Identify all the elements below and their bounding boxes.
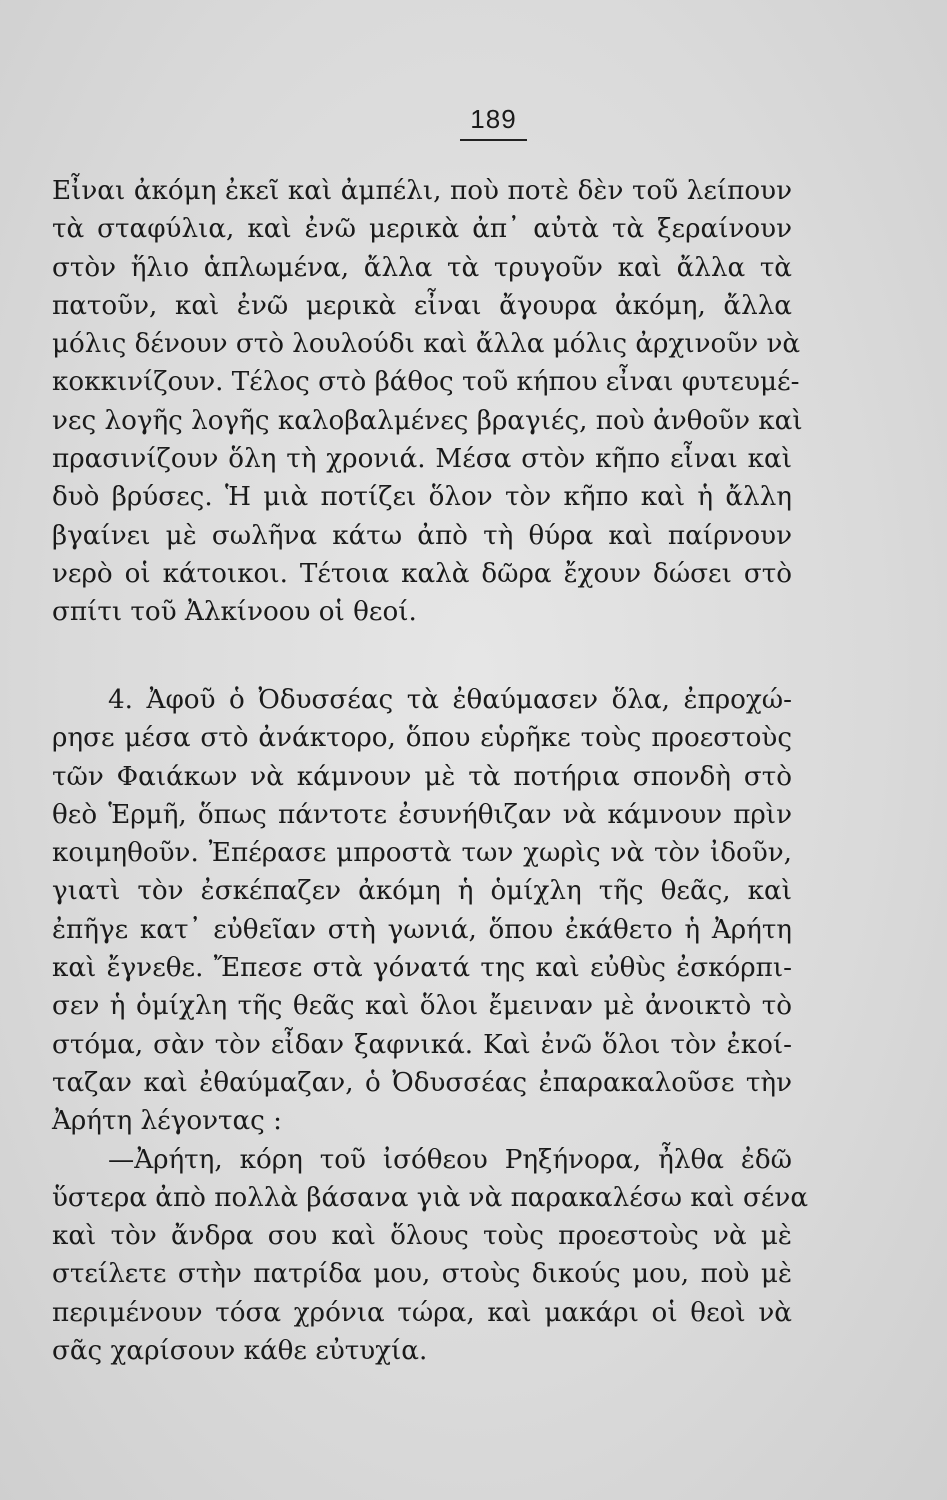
text-line: ταζαν καὶ ἐθαύμαζαν, ὁ Ὀδυσσέας ἐπαρακαλοῦσε τὴν [52,1067,792,1098]
text-line: καὶ τὸν ἄνδρα σου καὶ ὅλους τοὺς προεστοὺς νὰ μὲ [52,1221,792,1252]
text-line: μόλις δένουν στὸ λουλούδι καὶ ἄλλα μόλις ἀρχινοῦν νὰ [52,329,801,360]
text-line: γιατὶ τὸν ἐσκέπαζεν ἀκόμη ἡ ὁμίχλη τῆς θεᾶς, καὶ [52,876,792,907]
text-line: ἐπῆγε κατ᾽ εὐθεῖαν στὴ γωνιά, ὅπου ἐκάθετο ἡ Ἀρήτη [52,914,792,945]
text-line: Ἀρήτη λέγοντας : [52,1106,282,1137]
text-line: στείλετε στὴν πατρίδα μου, στοὺς δικούς μου, ποὺ μὲ [52,1259,792,1290]
text-line: ρησε μέσα στὸ ἀνάκτορο, ὅπου εὑρῆκε τοὺς προεστοὺς [52,723,792,754]
text-line: ὕστερα ἀπὸ πολλὰ βάσανα γιὰ νὰ παρακαλέσω καὶ σένα [52,1182,809,1213]
text-line: σεν ἡ ὁμίχλη τῆς θεᾶς καὶ ὅλοι ἔμειναν μὲ ἀνοικτὸ τὸ [52,991,792,1022]
text-line: καὶ ἔγνεθε. Ἔπεσε στὰ γόνατά της καὶ εὐθὺς ἐσκόρπι- [52,953,792,984]
text-line: θεὸ Ἑρμῆ, ὅπως πάντοτε ἐσυνήθιζαν νὰ κάμνουν πρὶν [52,799,792,830]
text-line: Εἶναι ἀκόμη ἐκεῖ καὶ ἀμπέλι, ποὺ ποτὲ δὲν τοῦ λείπουν [52,176,792,206]
text-line: δυὸ βρύσες. Ἡ μιὰ ποτίζει ὅλον τὸν κῆπο καὶ ἡ ἄλλη [52,482,792,513]
text-line: σπίτι τοῦ Ἀλκίνοου οἱ θεοί. [52,597,417,628]
page-number [0,104,947,141]
text-line: 4. Ἀφοῦ ὁ Ὀδυσσέας τὰ ἐθαύμασεν ὅλα, ἐπροχώ- [108,685,792,715]
text-line: στόμα, σὰν τὸν εἶδαν ξαφνικά. Καὶ ἐνῶ ὅλοι τὸν ἐκοί- [52,1029,792,1060]
page-number-text: 189 [460,104,526,141]
paragraph-2 [52,681,809,1370]
text-line: —Ἀρήτη, κόρη τοῦ ἰσόθεου Ρηξήνορα, ἦλθα ἐδῶ [108,1144,792,1175]
text-line: στὸν ἥλιο ἁπλωμένα, ἄλλα τὰ τρυγοῦν καὶ ἄλλα τὰ [52,252,792,283]
text-line: νερὸ οἱ κάτοικοι. Τέτοια καλὰ δῶρα ἔχουν δώσει στὸ [52,558,792,589]
text-line: περιμένουν τόσα χρόνια τώρα, καὶ μακάρι οἱ θεοὶ νὰ [52,1297,792,1328]
text-line: τὰ σταφύλια, καὶ ἐνῶ μερικὰ ἀπ᾽ αὐτὰ τὰ ξεραίνουν [52,214,792,245]
paragraph-1 [52,172,803,632]
text-line: τῶν Φαιάκων νὰ κάμνουν μὲ τὰ ποτήρια σπονδὴ στὸ [52,761,792,792]
text-line: βγαίνει μὲ σωλῆνα κάτω ἀπὸ τὴ θύρα καὶ παίρνουν [52,520,792,551]
text-line: πρασινίζουν ὅλη τὴ χρονιά. Μέσα στὸν κῆπο εἶναι καὶ [52,444,792,475]
text-line: σᾶς χαρίσουν κάθε εὐτυχία. [52,1336,428,1367]
text-line: πατοῦν, καὶ ἐνῶ μερικὰ εἶναι ἄγουρα ἀκόμη, ἄλλα [52,290,792,321]
text-line: κοιμηθοῦν. Ἐπέρασε μπροστὰ των χωρὶς νὰ τὸν ἰδοῦν, [52,838,792,869]
text-line: νες λογῆς λογῆς καλοβαλμένες βραγιές, ποὺ ἀνθοῦν καὶ [52,405,803,436]
text-line: κοκκινίζουν. Τέλος στὸ βάθος τοῦ κήπου εἶναι φυτευμέ- [52,367,800,398]
